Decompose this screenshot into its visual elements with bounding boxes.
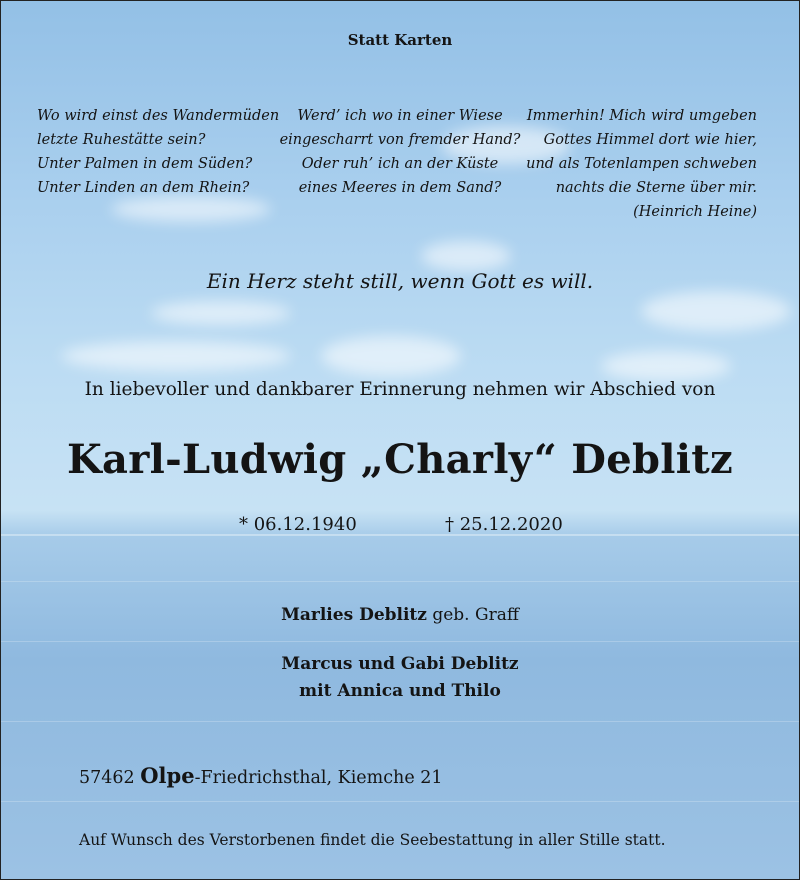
poem-line: eingescharrt von fremder Hand? xyxy=(279,132,521,148)
cloud xyxy=(61,341,291,371)
poem-line: Werd’ ich wo in einer Wiese xyxy=(297,108,503,124)
birth-date: * 06.12.1940 xyxy=(239,514,357,535)
cloud xyxy=(321,336,461,376)
poem-line: nachts die Sterne über mir. xyxy=(555,180,757,196)
cloud xyxy=(601,351,731,381)
address-street: -Friedrichsthal, Kiemche 21 xyxy=(194,768,443,788)
spouse-name: Marlies Deblitz xyxy=(281,605,427,625)
horizon-line xyxy=(1,534,799,536)
address-zip: 57462 xyxy=(79,768,135,788)
sea-wave xyxy=(1,581,799,582)
mourner-line: Marcus und Gabi Deblitz xyxy=(281,654,519,674)
spouse-maiden-name: geb. Graff xyxy=(432,605,519,625)
cloud xyxy=(421,241,511,271)
sea-wave xyxy=(1,721,799,722)
poem-line: letzte Ruhestätte sein? xyxy=(37,132,206,148)
poem-line: Immerhin! Mich wird umgeben xyxy=(526,108,757,124)
sea-wave xyxy=(1,641,799,642)
poem-author: (Heinrich Heine) xyxy=(633,204,757,220)
death-date: † 25.12.2020 xyxy=(445,514,563,535)
poem-column-3 xyxy=(526,104,757,224)
intro-text: In liebevoller und dankbarer Erinnerung nehmen wir Abschied von xyxy=(84,379,716,400)
poem-line: Oder ruh’ ich an der Küste xyxy=(301,156,499,172)
sea-wave xyxy=(1,801,799,802)
poem-line: Unter Palmen in dem Süden? xyxy=(37,156,253,172)
poem-line: Unter Linden an dem Rhein? xyxy=(37,180,250,196)
address xyxy=(79,763,443,788)
motto: Ein Herz steht still, wenn Gott es will. xyxy=(206,269,594,293)
poem-line: Wo wird einst des Wandermüden xyxy=(37,108,280,124)
mourner-family xyxy=(1,651,799,705)
poem-line: und als Totenlampen schweben xyxy=(526,156,757,172)
address-city: Olpe xyxy=(140,763,195,788)
mourner-line: mit Annica und Thilo xyxy=(299,681,501,701)
mourner-spouse xyxy=(1,605,799,625)
poem-line: eines Meeres in dem Sand? xyxy=(298,180,502,196)
cloud xyxy=(151,301,291,325)
header-statt-karten: Statt Karten xyxy=(347,31,453,49)
burial-note: Auf Wunsch des Verstorbenen findet die Seebestattung in aller Stille statt. xyxy=(79,831,666,849)
cloud xyxy=(641,291,791,331)
poem-line: Gottes Himmel dort wie hier, xyxy=(543,132,757,148)
deceased-name: Karl-Ludwig „Charly“ Deblitz xyxy=(66,436,734,483)
